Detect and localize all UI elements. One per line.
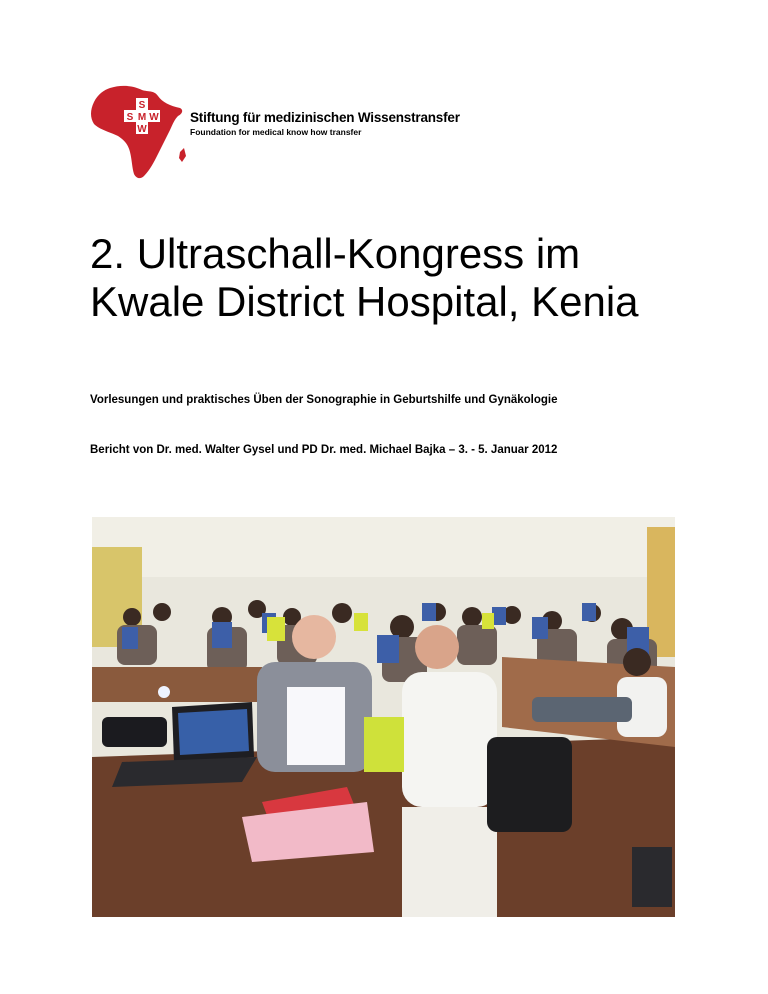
logo-letter-top: S <box>138 100 146 111</box>
report-authors-date: Bericht von Dr. med. Walter Gysel und PD Dr. med. Michael Bajka – 3. - 5. Januar 2012 <box>90 444 558 456</box>
title-line-1: 2. Ultraschall-Kongress im <box>90 230 581 277</box>
title-line-2: Kwale District Hospital, Kenia <box>90 278 639 325</box>
logo-letter-right: W <box>149 112 159 123</box>
logo-letter-bottom: W <box>137 124 147 135</box>
conference-photo-illustration <box>92 517 675 917</box>
organization-name: Stiftung für medizinischen Wissenstransfer <box>190 110 460 125</box>
africa-logo-icon <box>88 82 198 182</box>
logo-letter-center: M <box>137 112 147 123</box>
group-photo <box>92 517 675 917</box>
document-subtitle: Vorlesungen und praktisches Üben der Sonographie in Geburtshilfe und Gynäkologie <box>90 394 558 406</box>
logo-letter-left: S <box>126 112 134 123</box>
organization-subtitle: Foundation for medical know how transfer <box>190 127 362 137</box>
foundation-logo <box>88 82 198 182</box>
document-title <box>90 230 730 326</box>
organization-block <box>190 110 460 138</box>
